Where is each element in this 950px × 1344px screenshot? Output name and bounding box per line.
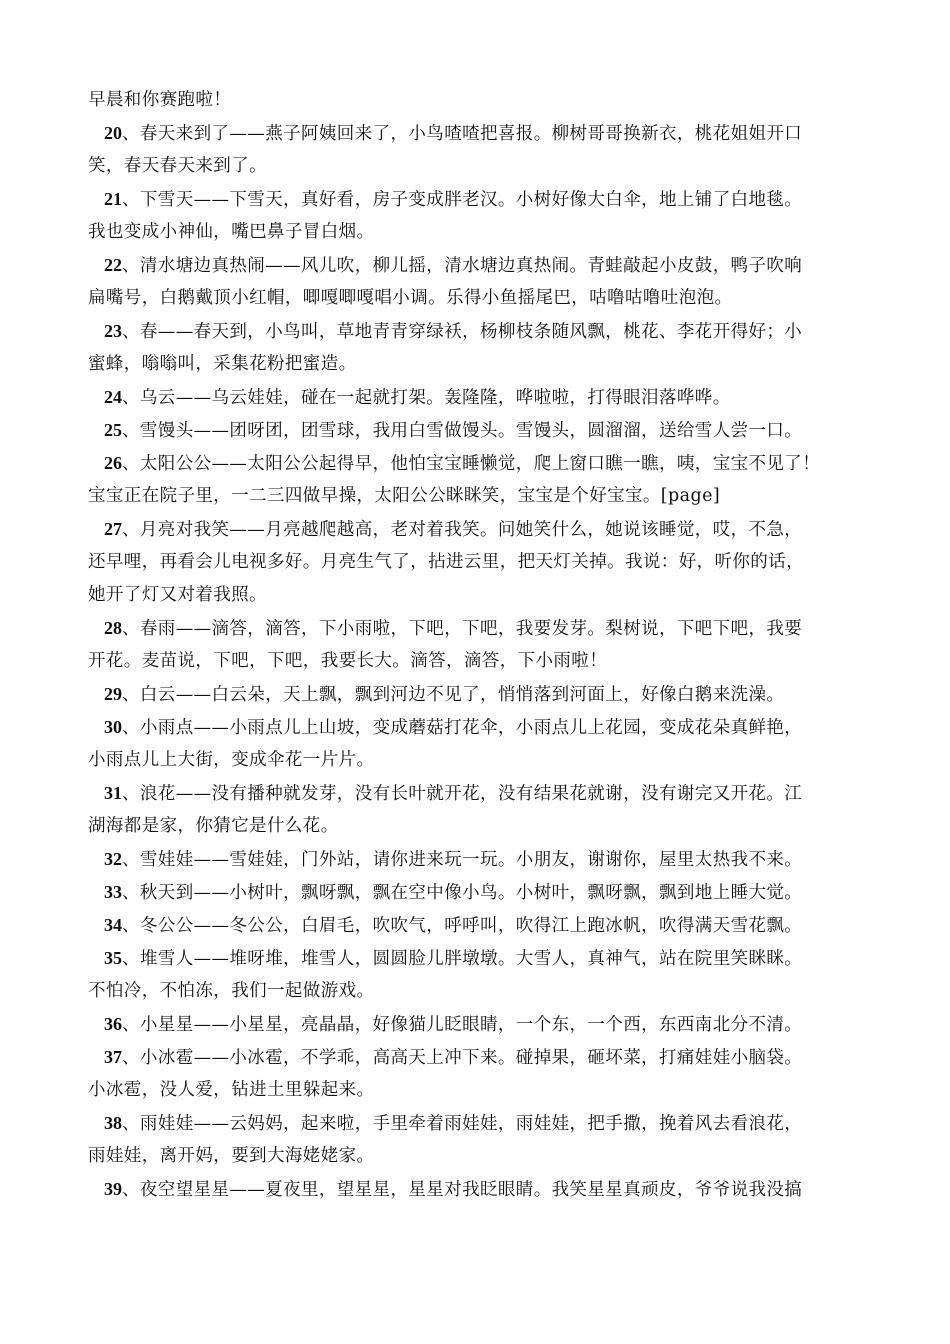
line-text: 湖海都是家，你猜它是什么花。 xyxy=(88,816,339,836)
paragraph-line xyxy=(88,1140,853,1173)
paragraph-first-line xyxy=(88,183,853,216)
paragraph-first-line xyxy=(88,447,853,480)
item-number: 20 xyxy=(104,123,122,143)
paragraph-line xyxy=(88,480,853,513)
paragraph-line xyxy=(88,810,853,843)
line-text: 、秋天到——小树叶，飘呀飘，飘在空中像小鸟。小树叶，飘呀飘，飘到地上睡大觉。 xyxy=(122,883,803,903)
item-number: 39 xyxy=(104,1179,122,1199)
line-text: 、雨娃娃——云妈妈，起来啦，手里牵着雨娃娃，雨娃娃，把手撒，挽着风去看浪花， xyxy=(122,1114,803,1134)
paragraph-first-line xyxy=(88,1173,853,1206)
line-text: 、下雪天——下雪天，真好看，房子变成胖老汉。小树好像大白伞，地上铺了白地毯。 xyxy=(122,190,803,210)
item-number: 29 xyxy=(104,684,122,704)
paragraph-line xyxy=(88,1074,853,1107)
item-number: 26 xyxy=(104,453,122,473)
paragraph-line xyxy=(88,645,853,678)
item-number: 33 xyxy=(104,882,122,902)
line-text: 我也变成小神仙，嘴巴鼻子冒白烟。 xyxy=(88,222,375,242)
line-text: 还早哩，再看会儿电视多好。月亮生气了，拈进云里，把天灯关掉。我说：好，听你的话， xyxy=(88,552,804,572)
line-text: 、白云——白云朵，天上飘，飘到河边不见了，悄悄落到河面上，好像白鹅来洗澡。 xyxy=(122,685,785,705)
paragraph-first-line xyxy=(88,381,853,414)
line-text: 开花。麦苗说，下吧，下吧，我要长大。滴答，滴答，下小雨啦！ xyxy=(88,651,608,671)
paragraph-line xyxy=(88,84,853,117)
line-text: 、春天来到了——燕子阿姨回来了，小鸟喳喳把喜报。柳树哥哥换新衣，桃花姐姐开口 xyxy=(122,124,803,144)
paragraph-first-line xyxy=(88,612,853,645)
paragraph-first-line xyxy=(88,777,853,810)
item-number: 32 xyxy=(104,849,122,869)
paragraph-line xyxy=(88,150,853,183)
paragraph-line xyxy=(88,348,853,381)
item-number: 37 xyxy=(104,1047,122,1067)
line-text: 早晨和你赛跑啦！ xyxy=(88,90,232,110)
item-number: 25 xyxy=(104,420,122,440)
paragraph-first-line xyxy=(88,414,853,447)
paragraph-line xyxy=(88,579,853,612)
line-text: 小雨点儿上大街，变成伞花一片片。 xyxy=(88,750,375,770)
paragraph-first-line xyxy=(88,513,853,546)
paragraph-first-line xyxy=(88,1008,853,1041)
paragraph-first-line xyxy=(88,117,853,150)
line-text: 、雪馒头——团呀团，团雪球，我用白雪做馒头。雪馒头，圆溜溜，送给雪人尝一口。 xyxy=(122,421,803,441)
line-text: 小冰雹，没人爱，钻进土里躲起来。 xyxy=(88,1080,375,1100)
line-text: 、夜空望星星——夏夜里，望星星，星星对我眨眼睛。我笑星星真顽皮，爷爷说我没搞 xyxy=(122,1180,803,1200)
line-text: 、乌云——乌云娃娃，碰在一起就打架。轰隆隆，哗啦啦，打得眼泪落哗哗。 xyxy=(122,388,731,408)
paragraph-first-line xyxy=(88,249,853,282)
paragraph-line xyxy=(88,975,853,1008)
line-text: 、月亮对我笑——月亮越爬越高，老对着我笑。问她笑什么，她说该睡觉，哎，不急， xyxy=(122,520,803,540)
line-text: 、浪花——没有播种就发芽，没有长叶就开花，没有结果花就谢，没有谢完又开花。江 xyxy=(122,784,803,804)
paragraph-first-line xyxy=(88,1107,853,1140)
item-number: 21 xyxy=(104,189,122,209)
line-text: 、堆雪人——堆呀堆，堆雪人，圆圆脸儿胖墩墩。大雪人，真神气，站在院里笑眯眯。 xyxy=(122,949,803,969)
paragraph-first-line xyxy=(88,315,853,348)
line-text: 笑，春天春天来到了。 xyxy=(88,156,267,176)
line-text: 、小冰雹——小冰雹，不学乖，高高天上冲下来。碰掉果，砸坏菜，打痛娃娃小脑袋。 xyxy=(122,1048,803,1068)
line-text: 、雪娃娃——雪娃娃，门外站，请你进来玩一玩。小朋友，谢谢你，屋里太热我不来。 xyxy=(122,850,803,870)
item-number: 30 xyxy=(104,717,122,737)
item-number: 23 xyxy=(104,321,122,341)
line-text: 不怕冷，不怕冻，我们一起做游戏。 xyxy=(88,981,375,1001)
paragraph-first-line xyxy=(88,909,853,942)
item-number: 38 xyxy=(104,1113,122,1133)
line-text: 、冬公公——冬公公，白眉毛，吹吹气，呼呼叫，吹得江上跑冰帆，吹得满天雪花飘。 xyxy=(122,916,803,936)
line-text: 、小星星——小星星，亮晶晶，好像猫儿眨眼睛，一个东，一个西，东西南北分不清。 xyxy=(122,1015,803,1035)
paragraph-line xyxy=(88,216,853,249)
item-number: 24 xyxy=(104,387,122,407)
line-text: 、春——春天到，小鸟叫，草地青青穿绿袄，杨柳枝条随风飘，桃花、李花开得好；小 xyxy=(122,322,803,342)
line-text: 雨娃娃，离开妈，要到大海姥姥家。 xyxy=(88,1146,375,1166)
paragraph-first-line xyxy=(88,711,853,744)
line-text: 、春雨——滴答，滴答，下小雨啦，下吧，下吧，我要发芽。梨树说，下吧下吧，我要 xyxy=(122,619,803,639)
item-number: 31 xyxy=(104,783,122,803)
line-text: 她开了灯又对着我照。 xyxy=(88,585,267,605)
item-number: 22 xyxy=(104,255,122,275)
paragraph-first-line xyxy=(88,876,853,909)
line-text: 、清水塘边真热闹——风儿吹，柳儿摇，清水塘边真热闹。青蛙敲起小皮鼓，鸭子吹响 xyxy=(122,256,803,276)
item-number: 27 xyxy=(104,519,122,539)
item-number: 28 xyxy=(104,618,122,638)
item-number: 36 xyxy=(104,1014,122,1034)
line-text: 蜜蜂，嗡嗡叫，采集花粉把蜜造。 xyxy=(88,354,357,374)
paragraph-line xyxy=(88,744,853,777)
paragraph-first-line xyxy=(88,843,853,876)
paragraph-first-line xyxy=(88,942,853,975)
item-number: 34 xyxy=(104,915,122,935)
line-text: 、太阳公公——太阳公公起得早，他怕宝宝睡懒觉，爬上窗口瞧一瞧，咦，宝宝不见了！ xyxy=(122,454,821,474)
line-text: 宝宝正在院子里，一二三四做早操，太阳公公眯眯笑，宝宝是个好宝宝。[page] xyxy=(88,486,721,506)
paragraph-first-line xyxy=(88,678,853,711)
line-text: 、小雨点——小雨点儿上山坡，变成蘑菇打花伞，小雨点儿上花园，变成花朵真鲜艳， xyxy=(122,718,803,738)
document-page xyxy=(88,84,853,1206)
paragraph-first-line xyxy=(88,1041,853,1074)
paragraph-line xyxy=(88,546,853,579)
paragraph-line xyxy=(88,282,853,315)
line-text: 扁嘴号，白鹅戴顶小红帽，唧嘎唧嘎唱小调。乐得小鱼摇尾巴，咕噜咕噜吐泡泡。 xyxy=(88,288,733,308)
item-number: 35 xyxy=(104,948,122,968)
